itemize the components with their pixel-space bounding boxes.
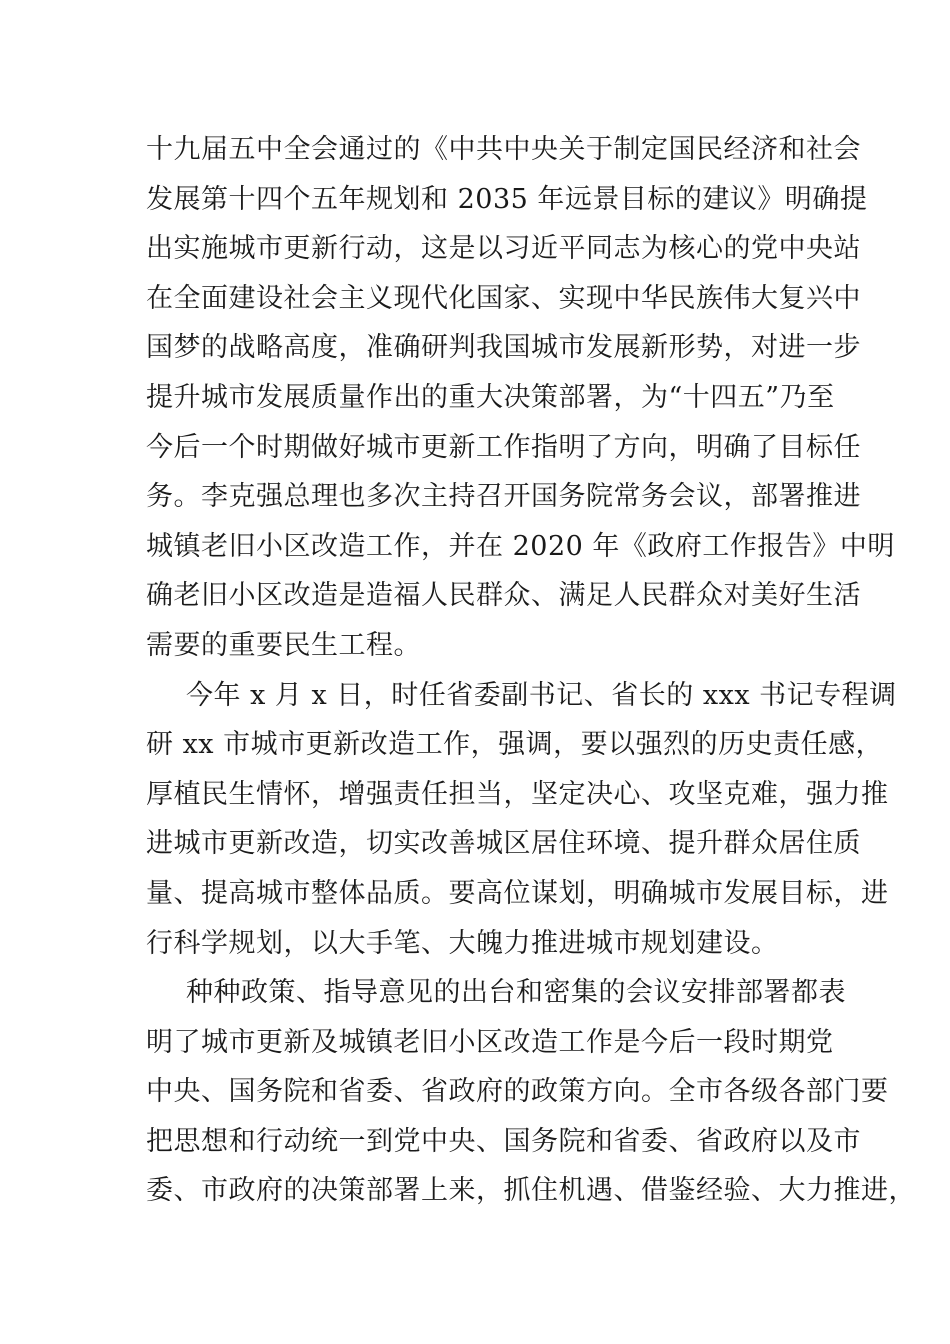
text-line: 在全面建设社会主义现代化国家、实现中华民族伟大复兴中	[146, 282, 861, 314]
text-line: 务。李克强总理也多次主持召开国务院常务会议，部署推进	[146, 481, 861, 513]
text-line: 发展第十四个五年规划和 2035 年远景目标的建议》明确提	[146, 183, 868, 215]
document-body	[146, 125, 916, 1216]
text-line: 今后一个时期做好城市更新工作指明了方向，明确了目标任	[146, 431, 861, 463]
text-line: 中央、国务院和省委、省政府的政策方向。全市各级各部门要	[146, 1076, 889, 1108]
text-line: 提升城市发展质量作出的重大决策部署，为“十四五”乃至	[146, 381, 835, 413]
text-line: 国梦的战略高度，准确研判我国城市发展新形势，对进一步	[146, 332, 861, 364]
text-line: 明了城市更新及城镇老旧小区改造工作是今后一段时期党	[146, 1026, 834, 1058]
text-line: 量、提高城市整体品质。要高位谋划，明确城市发展目标，进	[146, 877, 889, 909]
text-line: 需要的重要民生工程。	[146, 629, 421, 661]
text-line: 研 xx 市城市更新改造工作，强调，要以强烈的历史责任感，	[146, 729, 884, 761]
text-line: 出实施城市更新行动，这是以习近平同志为核心的党中央站	[146, 233, 861, 265]
paragraph-1	[146, 125, 895, 671]
text-line: 厚植民生情怀，增强责任担当，坚定决心、攻坚克难，强力推	[146, 778, 889, 810]
text-line: 城镇老旧小区改造工作，并在 2020 年《政府工作报告》中明	[146, 530, 895, 562]
text-line: 确老旧小区改造是造福人民群众、满足人民群众对美好生活	[146, 580, 861, 612]
paragraph-2	[146, 671, 897, 969]
text-line: 种种政策、指导意见的出台和密集的会议安排部署都表	[186, 977, 846, 1009]
paragraph-3	[146, 968, 916, 1216]
text-line: 委、市政府的决策部署上来，抓住机遇、借鉴经验、大力推进，	[146, 1175, 916, 1207]
text-line: 把思想和行动统一到党中央、国务院和省委、省政府以及市	[146, 1125, 861, 1157]
text-line: 进城市更新改造，切实改善城区居住环境、提升群众居住质	[146, 828, 861, 860]
text-line: 行科学规划，以大手笔、大魄力推进城市规划建设。	[146, 927, 779, 959]
text-line: 今年 x 月 x 日，时任省委副书记、省长的 xxx 书记专程调	[186, 679, 897, 711]
text-line: 十九届五中全会通过的《中共中央关于制定国民经济和社会	[146, 134, 861, 165]
